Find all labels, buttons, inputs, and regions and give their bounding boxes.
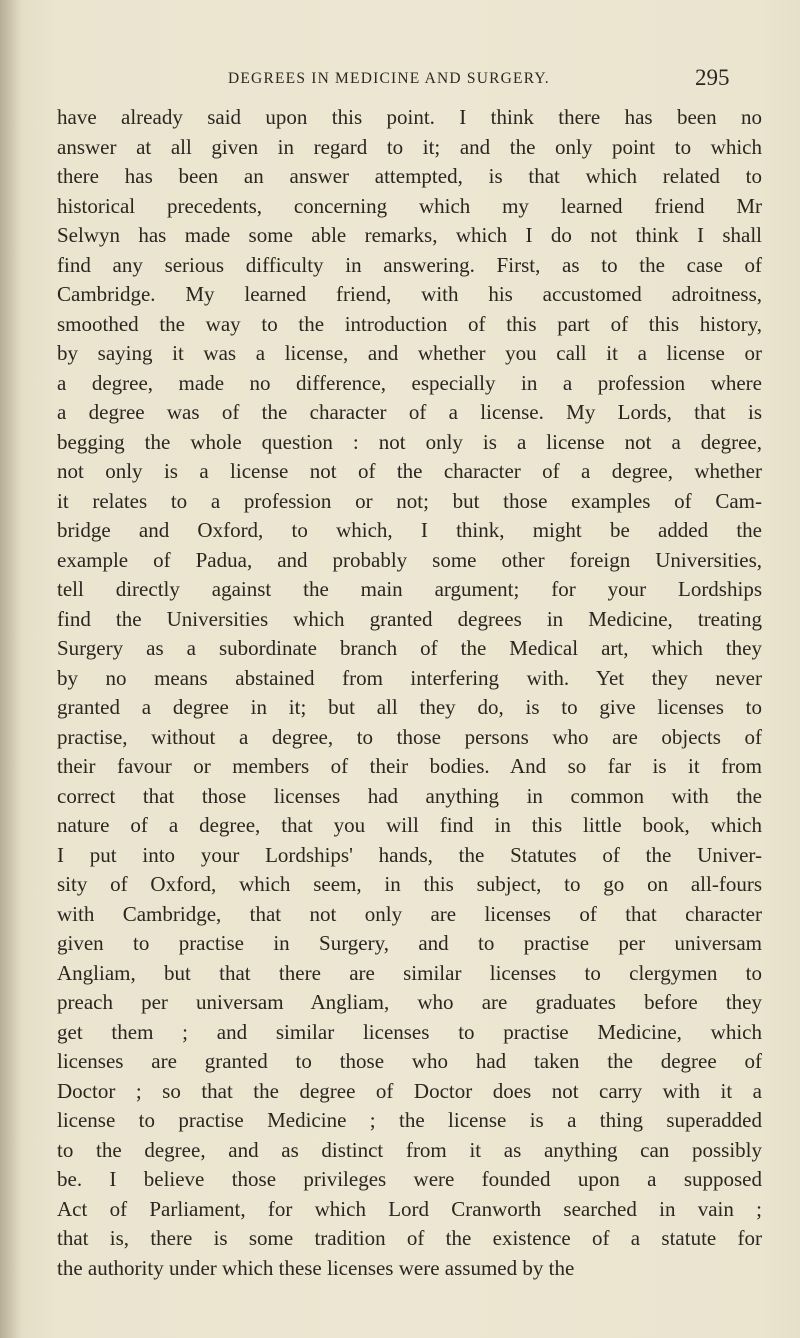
text-line: find the Universities which granted degrees in Medicine, treating xyxy=(57,606,762,631)
text-line: tell directly against the main argument; for your Lordships xyxy=(57,577,762,601)
text-line: license to practise Medicine ; the license is a thing superadded xyxy=(57,1108,762,1132)
text-line: there has been an answer attempted, is that which related to xyxy=(57,164,762,188)
text-line: Doctor ; so that the degree of Doctor does not carry with it a xyxy=(57,1078,762,1103)
text-line: the authority under which these licenses were assumed by the xyxy=(57,1255,575,1280)
text-line: to the degree, and as distinct from it as anything can possibly xyxy=(57,1137,762,1162)
text-line: historical precedents, concerning which my learned friend Mr xyxy=(57,193,762,218)
text-line: get them ; and similar licenses to practise Medicine, which xyxy=(57,1019,762,1044)
text-line: granted a degree in it; but all they do, is to give licenses to xyxy=(57,695,762,719)
text-line: be. I believe those privileges were founded upon a supposed xyxy=(57,1167,762,1191)
running-head-title: DEGREES IN MEDICINE AND SURGERY. xyxy=(228,70,550,87)
body-text xyxy=(57,103,762,1283)
text-line: a degree, made no difference, especially in a profession where xyxy=(57,370,762,395)
text-line: Selwyn has made some able remarks, which I do not think I shall xyxy=(57,223,762,247)
text-line: by no means abstained from interfering with. Yet they never xyxy=(57,665,762,690)
text-line: find any serious difficulty in answering. First, as to the case of xyxy=(57,252,762,277)
text-line: not only is a license not of the character of a degree, whether xyxy=(57,459,762,483)
text-line: a degree was of the character of a license. My Lords, that is xyxy=(57,400,762,424)
text-line: smoothed the way to the introduction of this part of this history, xyxy=(57,311,762,336)
page-number: 295 xyxy=(695,65,730,90)
text-line: nature of a degree, that you will find in this little book, which xyxy=(57,813,762,837)
text-line: licenses are granted to those who had taken the degree of xyxy=(57,1049,762,1073)
text-line: bridge and Oxford, to which, I think, might be added the xyxy=(57,518,762,542)
text-line: I put into your Lordships' hands, the Statutes of the Univer- xyxy=(57,842,762,867)
text-line: Surgery as a subordinate branch of the Medical art, which they xyxy=(57,636,762,660)
text-line: correct that those licenses had anything in common with the xyxy=(57,783,762,808)
text-line: it relates to a profession or not; but those examples of Cam- xyxy=(57,488,762,513)
text-line: given to practise in Surgery, and to practise per universam xyxy=(57,931,762,955)
page-gutter-shadow xyxy=(0,0,22,1338)
text-line: practise, without a degree, to those persons who are objects of xyxy=(57,724,762,749)
text-line: with Cambridge, that not only are licenses of that character xyxy=(57,901,762,926)
text-line: begging the whole question : not only is a license not a degree, xyxy=(57,429,762,454)
running-head xyxy=(0,64,800,94)
text-line: answer at all given in regard to it; and the only point to which xyxy=(57,134,762,159)
text-line: preach per universam Angliam, who are graduates before they xyxy=(57,990,762,1014)
text-line: by saying it was a license, and whether you call it a license or xyxy=(57,341,762,365)
text-line: Act of Parliament, for which Lord Cranworth searched in vain ; xyxy=(57,1196,762,1221)
text-line: Angliam, but that there are similar licenses to clergymen to xyxy=(57,960,762,985)
text-line: example of Padua, and probably some other foreign Universities, xyxy=(57,547,762,572)
text-line: that is, there is some tradition of the existence of a statute for xyxy=(57,1226,762,1250)
text-line: have already said upon this point. I think there has been no xyxy=(57,105,762,129)
text-line: sity of Oxford, which seem, in this subject, to go on all-fours xyxy=(57,872,762,896)
text-line: their favour or members of their bodies. And so far is it from xyxy=(57,754,762,778)
text-line: Cambridge. My learned friend, with his accustomed adroitness, xyxy=(57,282,762,306)
